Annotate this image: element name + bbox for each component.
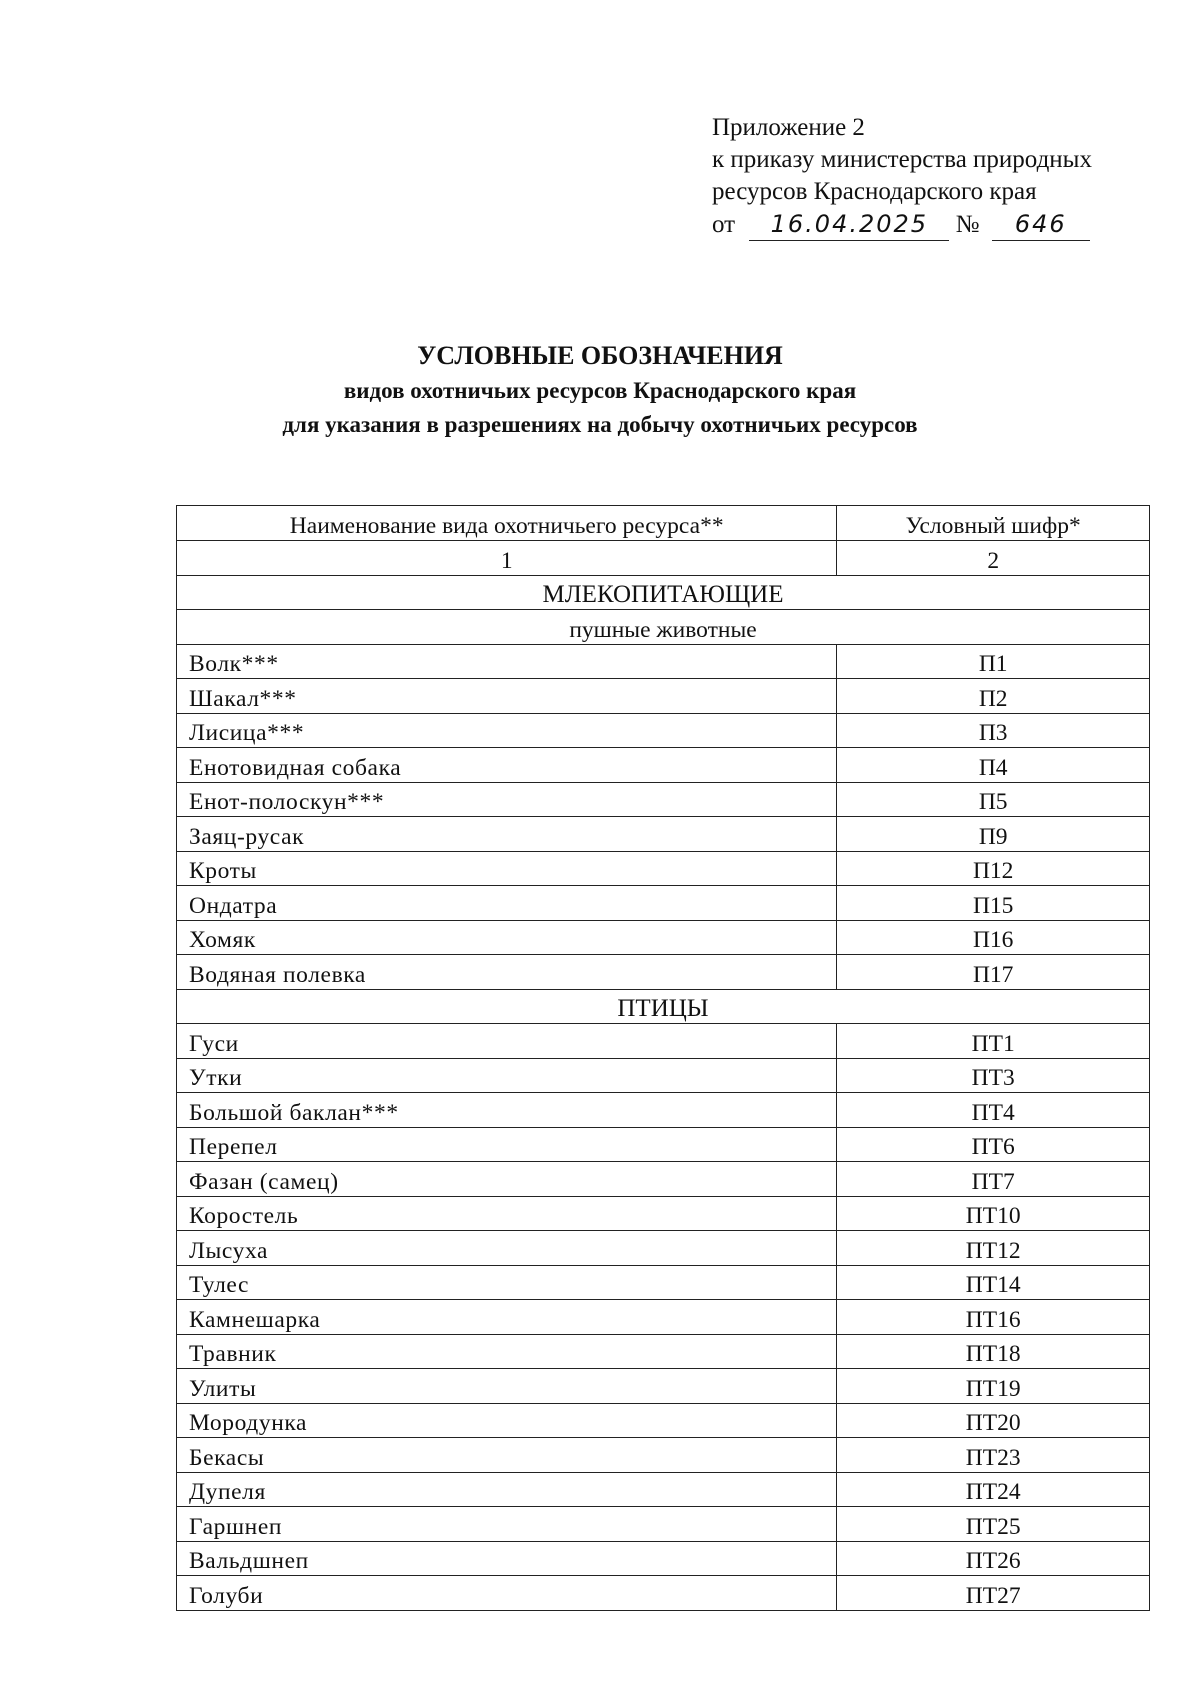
table-row — [177, 955, 1150, 990]
species-name-cell: Хомяк — [177, 920, 837, 955]
species-name-cell: Большой баклан*** — [177, 1093, 837, 1128]
table-row — [177, 1334, 1150, 1369]
table-row — [177, 679, 1150, 714]
document-title: УСЛОВНЫЕ ОБОЗНАЧЕНИЯ — [417, 341, 783, 370]
table-row — [177, 1265, 1150, 1300]
table-row — [177, 1438, 1150, 1473]
species-code-cell: ПТ6 — [837, 1127, 1150, 1162]
species-name-cell: Заяц-русак — [177, 817, 837, 852]
species-code-cell: ПТ25 — [837, 1507, 1150, 1542]
table-row — [177, 1024, 1150, 1059]
species-name-cell: Улиты — [177, 1369, 837, 1404]
species-name-cell: Лисица*** — [177, 713, 837, 748]
table-row — [177, 851, 1150, 886]
species-code-cell: П3 — [837, 713, 1150, 748]
column-number-row — [177, 541, 1150, 576]
species-code-cell: ПТ16 — [837, 1300, 1150, 1335]
species-name-cell: Фазан (самец) — [177, 1162, 837, 1197]
species-name-cell: Гуси — [177, 1024, 837, 1059]
table-row — [177, 1127, 1150, 1162]
table-header-row — [177, 506, 1150, 541]
species-name-cell: Гаршнеп — [177, 1507, 837, 1542]
species-name-cell: Енотовидная собака — [177, 748, 837, 783]
species-name-cell: Лысуха — [177, 1231, 837, 1266]
section-row-mammals — [177, 575, 1150, 610]
species-name-cell: Утки — [177, 1058, 837, 1093]
species-code-cell: ПТ3 — [837, 1058, 1150, 1093]
species-code-cell: П9 — [837, 817, 1150, 852]
subsection-row-fur — [177, 610, 1150, 645]
species-code-cell: П17 — [837, 955, 1150, 990]
species-name-cell: Ондатра — [177, 886, 837, 921]
species-code-cell: ПТ18 — [837, 1334, 1150, 1369]
species-code-cell: П15 — [837, 886, 1150, 921]
species-name-cell: Бекасы — [177, 1438, 837, 1473]
document-subtitle-line1: видов охотничьих ресурсов Краснодарского края — [343, 378, 857, 403]
table-row — [177, 1093, 1150, 1128]
species-code-cell: П12 — [837, 851, 1150, 886]
species-name-cell: Камнешарка — [177, 1300, 837, 1335]
appendix-ministry-line: ресурсов Краснодарского края — [712, 178, 1037, 205]
number-label: № — [955, 211, 980, 238]
table-row — [177, 1196, 1150, 1231]
table-row — [177, 1162, 1150, 1197]
table-row — [177, 1403, 1150, 1438]
species-name-cell: Травник — [177, 1334, 837, 1369]
handwritten-date: 16.04.2025 — [749, 208, 949, 241]
table-row — [177, 1369, 1150, 1404]
species-code-cell: П5 — [837, 782, 1150, 817]
table-row — [177, 1300, 1150, 1335]
species-code-cell: ПТ10 — [837, 1196, 1150, 1231]
species-code-cell: ПТ24 — [837, 1472, 1150, 1507]
species-code-cell: ПТ23 — [837, 1438, 1150, 1473]
species-code-cell: П2 — [837, 679, 1150, 714]
species-name-cell: Водяная полевка — [177, 955, 837, 990]
species-code-cell: ПТ7 — [837, 1162, 1150, 1197]
header-code: Условный шифр* — [837, 506, 1150, 541]
species-name-cell: Перепел — [177, 1127, 837, 1162]
handwritten-number: 646 — [992, 208, 1090, 241]
subsection-title-fur: пушные животные — [177, 610, 1150, 645]
table-row — [177, 748, 1150, 783]
species-name-cell: Голуби — [177, 1576, 837, 1611]
section-title-mammals: МЛЕКОПИТАЮЩИЕ — [177, 575, 1150, 610]
species-code-cell: П4 — [837, 748, 1150, 783]
species-code-cell: ПТ12 — [837, 1231, 1150, 1266]
column-number-2: 2 — [837, 541, 1150, 576]
species-name-cell: Тулес — [177, 1265, 837, 1300]
species-name-cell: Вальдшнеп — [177, 1541, 837, 1576]
appendix-title: Приложение 2 — [712, 114, 865, 141]
species-code-cell: П1 — [837, 644, 1150, 679]
species-code-cell: ПТ1 — [837, 1024, 1150, 1059]
species-code-cell: ПТ20 — [837, 1403, 1150, 1438]
species-codes-table — [176, 505, 1150, 1611]
table-row — [177, 1231, 1150, 1266]
species-name-cell: Мородунка — [177, 1403, 837, 1438]
table-row — [177, 1058, 1150, 1093]
table-row — [177, 1472, 1150, 1507]
species-code-cell: ПТ26 — [837, 1541, 1150, 1576]
species-code-cell: ПТ14 — [837, 1265, 1150, 1300]
table-row — [177, 920, 1150, 955]
species-name-cell: Дупеля — [177, 1472, 837, 1507]
table-row — [177, 886, 1150, 921]
species-name-cell: Шакал*** — [177, 679, 837, 714]
appendix-block — [712, 112, 1092, 241]
species-code-cell: ПТ19 — [837, 1369, 1150, 1404]
table-row — [177, 644, 1150, 679]
section-row-birds — [177, 989, 1150, 1024]
date-prefix: от — [712, 211, 736, 238]
species-name-cell: Волк*** — [177, 644, 837, 679]
table-row — [177, 1541, 1150, 1576]
table-row — [177, 817, 1150, 852]
header-species-name: Наименование вида охотничьего ресурса** — [177, 506, 837, 541]
table-row — [177, 713, 1150, 748]
table-row — [177, 1507, 1150, 1542]
appendix-order-line: к приказу министерства природных — [712, 146, 1092, 173]
appendix-date-number-line — [712, 208, 1092, 241]
species-name-cell: Енот-полоскун*** — [177, 782, 837, 817]
table-row — [177, 1576, 1150, 1611]
document-title-block — [0, 338, 1200, 442]
table-row — [177, 782, 1150, 817]
document-subtitle-line2: для указания в разрешениях на добычу охотничьих ресурсов — [282, 412, 918, 437]
species-code-cell: ПТ4 — [837, 1093, 1150, 1128]
section-title-birds: ПТИЦЫ — [177, 989, 1150, 1024]
species-code-cell: П16 — [837, 920, 1150, 955]
column-number-1: 1 — [177, 541, 837, 576]
species-name-cell: Кроты — [177, 851, 837, 886]
species-code-cell: ПТ27 — [837, 1576, 1150, 1611]
species-name-cell: Коростель — [177, 1196, 837, 1231]
